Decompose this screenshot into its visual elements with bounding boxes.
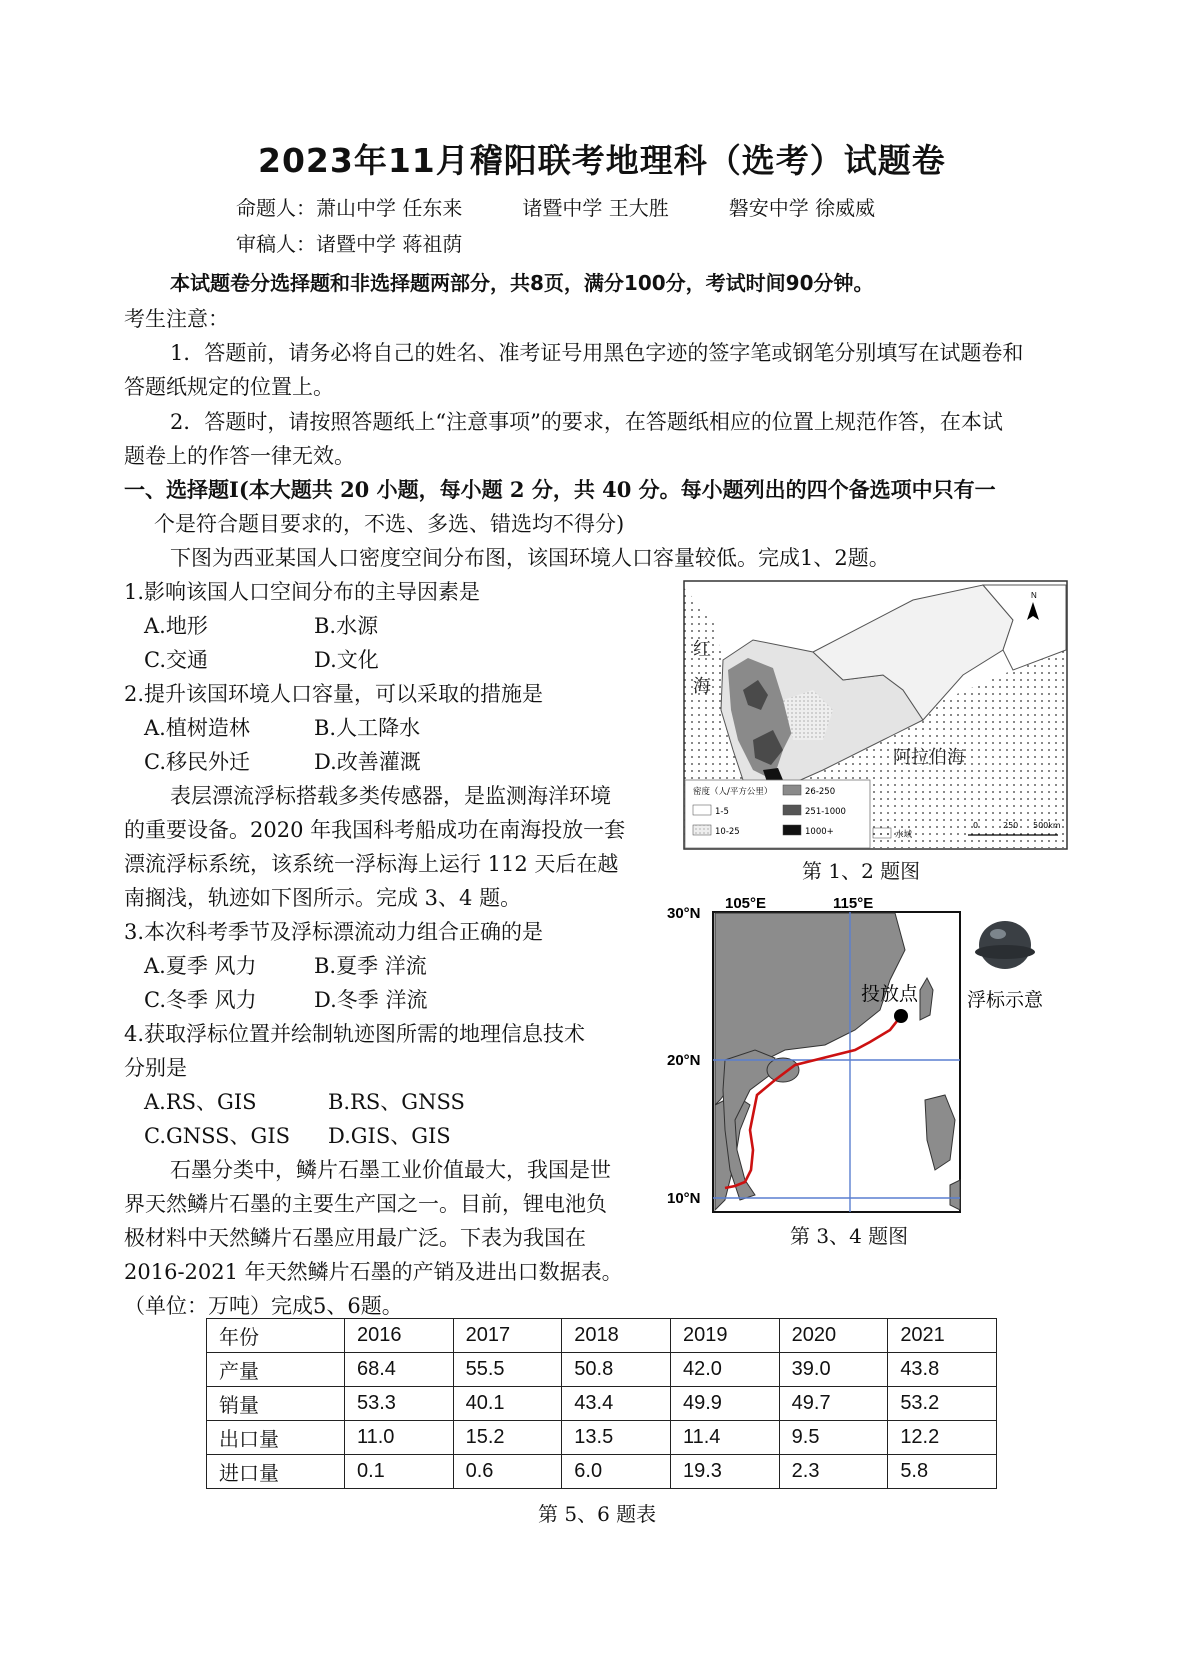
question-1: 1.影响该国人口空间分布的主导因素是 (124, 580, 481, 604)
table-header-cell: 2019 (670, 1319, 779, 1353)
table-cell: 6.0 (562, 1455, 671, 1489)
notice-1b: 答题纸规定的位置上。 (124, 375, 334, 399)
legend-item: 1000+ (805, 827, 834, 837)
table-cell: 49.7 (779, 1387, 888, 1421)
stem-q3-4-line4: 南搁浅，轨迹如下图所示。完成 3、4 题。 (124, 886, 522, 910)
legend-item: 10-25 (715, 827, 740, 837)
release-point-label: 投放点 (861, 983, 919, 1005)
scale-label: 250 (1003, 821, 1019, 830)
table-cell: 产量 (207, 1353, 345, 1387)
table-cell: 43.8 (888, 1353, 997, 1387)
lon-105-label: 105°E (725, 895, 767, 912)
section-heading-cont: 个是符合题目要求的，不选、多选、错选均不得分) (154, 512, 625, 536)
table-header-cell: 2018 (562, 1319, 671, 1353)
table-cell: 0.6 (453, 1455, 562, 1489)
north-label: N (1031, 591, 1037, 600)
q1-option-d: D.文化 (314, 648, 379, 672)
question-2: 2.提升该国环境人口容量，可以采取的措施是 (124, 682, 544, 706)
stem-q1-2: 下图为西亚某国人口密度空间分布图，该国环境人口容量较低。完成1、2题。 (170, 546, 890, 570)
table-cell: 销量 (207, 1387, 345, 1421)
table-row (207, 1387, 997, 1421)
q2-option-c: C.移民外迁 (144, 750, 250, 774)
table-row (207, 1421, 997, 1455)
table-cell: 43.4 (562, 1387, 671, 1421)
table-cell: 55.5 (453, 1353, 562, 1387)
table-cell: 19.3 (670, 1455, 779, 1489)
notice-1a: 1．答题前，请务必将自己的姓名、准考证号用黑色字迹的签字笔或钢笔分别填写在试题卷和 (170, 341, 1024, 365)
table-row (207, 1455, 997, 1489)
lat-30-label: 30°N (667, 905, 701, 922)
stem-q5-6-line2: 界天然鳞片石墨的主要生产国之一。目前，锂电池负 (124, 1192, 607, 1216)
lat-20-label: 20°N (667, 1052, 701, 1069)
table-header-row (207, 1319, 997, 1353)
table-row (207, 1353, 997, 1387)
q1-option-b: B.水源 (314, 614, 379, 638)
q3-option-c: C.冬季 风力 (144, 988, 257, 1012)
table-cell: 68.4 (344, 1353, 453, 1387)
population-density-map (683, 580, 1068, 850)
stem-q5-6-line1: 石墨分类中，鳞片石墨工业价值最大，我国是世 (170, 1158, 611, 1182)
stem-q3-4-line1: 表层漂流浮标搭载多类传感器，是监测海洋环境 (170, 784, 611, 808)
reviewer-line: 审稿人：诸暨中学 蒋祖荫 (236, 232, 463, 256)
table-cell: 49.9 (670, 1387, 779, 1421)
q3-option-a: A.夏季 风力 (144, 954, 257, 978)
table-cell: 39.0 (779, 1353, 888, 1387)
question-3: 3.本次科考季节及浮标漂流动力组合正确的是 (124, 920, 544, 944)
buoy-icon (975, 921, 1035, 969)
exam-summary: 本试题卷分选择题和非选择题两部分，共8页，满分100分，考试时间90分钟。 (170, 271, 874, 295)
figure-3-4-caption: 第 3、4 题图 (790, 1224, 909, 1248)
table-cell: 15.2 (453, 1421, 562, 1455)
legend-item: 1-5 (715, 807, 729, 817)
table-cell: 40.1 (453, 1387, 562, 1421)
authors-line: 命题人：萧山中学 任东来 诸暨中学 王大胜 磐安中学 徐威威 (236, 196, 876, 220)
table-cell: 9.5 (779, 1421, 888, 1455)
q4-option-b: B.RS、GNSS (328, 1090, 465, 1114)
section-heading: 一、选择题Ⅰ(本大题共 20 小题，每小题 2 分，共 40 分。每小题列出的四个备选项中只有一 (124, 477, 996, 502)
figure-1-2-caption: 第 1、2 题图 (802, 859, 921, 883)
table-header-cell: 2021 (888, 1319, 997, 1353)
table-header-cell: 2017 (453, 1319, 562, 1353)
scale-label: 500km (1033, 821, 1061, 830)
q2-option-a: A.植树造林 (144, 716, 250, 740)
lat-10-label: 10°N (667, 1190, 701, 1207)
arabian-sea-label: 阿拉伯海 (893, 747, 965, 768)
table-cell: 11.0 (344, 1421, 453, 1455)
table-caption: 第 5、6 题表 (538, 1502, 657, 1526)
legend-title: 密度（人/平方公里） (693, 787, 773, 797)
buoy-label: 浮标示意 (967, 989, 1044, 1011)
table-cell: 13.5 (562, 1421, 671, 1455)
table-cell: 53.3 (344, 1387, 453, 1421)
stem-q5-6-line3: 极材料中天然鳞片石墨应用最广泛。下表为我国在 (124, 1226, 586, 1250)
q1-option-a: A.地形 (144, 614, 208, 638)
red-sea-label-2: 海 (693, 676, 711, 697)
page-title: 2023年11月稽阳联考地理科（选考）试题卷 (258, 141, 946, 180)
stem-q5-6-line5: （单位：万吨）完成5、6题。 (124, 1294, 403, 1318)
table-cell: 50.8 (562, 1353, 671, 1387)
red-sea-label-1: 红 (693, 639, 711, 660)
table-cell: 53.2 (888, 1387, 997, 1421)
table-cell: 5.8 (888, 1455, 997, 1489)
scale-label: 0 (973, 821, 979, 830)
stem-q3-4-line2: 的重要设备。2020 年我国科考船成功在南海投放一套 (124, 818, 626, 842)
q2-option-b: B.人工降水 (314, 716, 421, 740)
question-4-cont: 分别是 (124, 1056, 187, 1080)
q2-option-d: D.改善灌溉 (314, 750, 421, 774)
q4-option-a: A.RS、GIS (144, 1090, 257, 1114)
table-cell: 42.0 (670, 1353, 779, 1387)
q4-option-c: C.GNSS、GIS (144, 1124, 291, 1148)
lon-115-label: 115°E (833, 895, 874, 912)
table-header-cell: 年份 (207, 1319, 345, 1353)
question-4: 4.获取浮标位置并绘制轨迹图所需的地理信息技术 (124, 1022, 586, 1046)
notice-heading: 考生注意： (124, 307, 229, 331)
graphite-data-table (206, 1318, 997, 1489)
release-point-icon (894, 1009, 908, 1023)
stem-q5-6-line4: 2016-2021 年天然鳞片石墨的产销及进出口数据表。 (124, 1260, 623, 1284)
table-header-cell: 2020 (779, 1319, 888, 1353)
q3-option-b: B.夏季 洋流 (314, 954, 427, 978)
legend-item: 水域 (895, 830, 913, 840)
table-cell: 进口量 (207, 1455, 345, 1489)
table-cell: 11.4 (670, 1421, 779, 1455)
notice-2a: 2．答题时，请按照答题纸上“注意事项”的要求，在答题纸相应的位置上规范作答，在本试 (170, 410, 1003, 434)
q1-option-c: C.交通 (144, 648, 208, 672)
table-cell: 出口量 (207, 1421, 345, 1455)
legend-item: 251-1000 (805, 807, 846, 817)
q3-option-d: D.冬季 洋流 (314, 988, 428, 1012)
table-header-cell: 2016 (344, 1319, 453, 1353)
buoy-trajectory-map (665, 890, 1065, 1220)
q4-option-d: D.GIS、GIS (328, 1124, 451, 1148)
legend-item: 26-250 (805, 787, 836, 797)
notice-2b: 题卷上的作答一律无效。 (124, 444, 355, 468)
stem-q3-4-line3: 漂流浮标系统，该系统一浮标海上运行 112 天后在越 (124, 852, 619, 876)
table-cell: 12.2 (888, 1421, 997, 1455)
table-cell: 2.3 (779, 1455, 888, 1489)
table-cell: 0.1 (344, 1455, 453, 1489)
